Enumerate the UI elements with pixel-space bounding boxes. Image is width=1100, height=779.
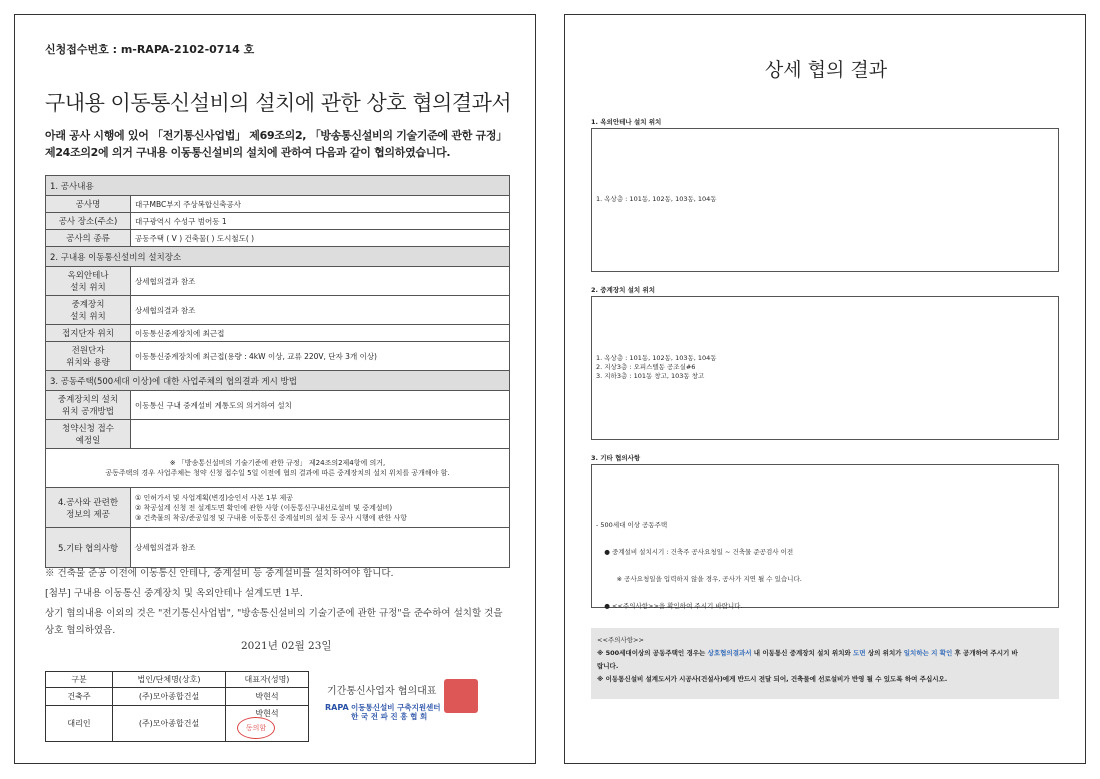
disclosure-note <box>46 449 510 488</box>
row-label: 5.기타 협의사항 <box>46 528 131 568</box>
box-line: ● 중계설비 설치시기 : 건축주 공사요청일 ~ 건축물 준공검사 이전 <box>596 548 794 556</box>
box-line: - 500세대 이상 공동주택 <box>596 521 668 529</box>
section-header: 3. 공동주택(500세대 이상)에 대한 사업주체의 협의결과 게시 방법 <box>46 371 510 391</box>
row-label <box>46 342 131 371</box>
box-line: 2. 지상3층 : 오피스텔동 공조실#6 <box>596 363 696 371</box>
notice-text: ※ 500세대이상의 공동주택인 경우는 <box>597 649 708 657</box>
consent-seal: 동의함 <box>237 717 275 739</box>
box-line: ※ 공사요청일을 입력하지 않을 경우, 공사가 지연 될 수 있습니다. <box>596 575 802 583</box>
table-row <box>46 213 510 230</box>
section-header: 2. 구내용 이동통신설비의 설치장소 <box>46 247 510 267</box>
row-label: 공사의 종류 <box>46 230 131 247</box>
notice-text: 후 공개하여 주시기 바 <box>952 649 1018 657</box>
sign-role: 건축주 <box>46 688 113 706</box>
box-line: 1. 옥상층 : 101동, 102동, 103동, 104동 <box>596 195 717 203</box>
notice-highlight: 상호협의결과서 <box>707 649 752 657</box>
detail-title: 상세 협의 결과 <box>764 59 888 81</box>
agreement-date: 2021년 02월 23일 <box>241 640 332 652</box>
caution-notice <box>591 628 1059 699</box>
sign-role: 대리인 <box>46 706 113 742</box>
row-label <box>46 420 131 449</box>
notice-title: <<주의사항>> <box>597 636 644 644</box>
table-row <box>46 196 510 213</box>
label-line: 위치와 용량 <box>66 358 110 368</box>
table-row <box>46 342 510 371</box>
agency-name <box>351 703 441 721</box>
row-value: 상세협의결과 참조 <box>131 296 510 325</box>
label-line: 설치 위치 <box>70 283 106 293</box>
notice-text: 상의 위치가 <box>865 649 904 657</box>
intro-line: 제24조의2에 의거 구내용 이동통신설비의 설치에 관하여 다음과 같이 협의하였습니다. <box>45 146 451 159</box>
detail-page <box>564 14 1086 764</box>
agreement-page <box>14 14 536 764</box>
label-line: 전원단자 <box>71 346 105 356</box>
box-line: 1. 옥상층 : 101동, 102동, 103동, 104동 <box>596 354 717 362</box>
section-header: 1. 공사내용 <box>46 176 510 196</box>
notice-line: ※ 이동통신설비 설계도서가 시공사(건설사)에게 반드시 전달 되어, 건축물에 선로설비가 반영 될 수 있도록 하여 주십시오. <box>597 675 948 683</box>
row-label <box>46 488 131 528</box>
label-line: 설치 위치 <box>70 312 106 322</box>
rapa-logo: RAPA <box>325 703 349 712</box>
box-line: 3. 지하3층 : 101동 창고, 103동 창고 <box>596 372 705 380</box>
table-row <box>46 296 510 325</box>
sign-org: (주)모아종합건설 <box>113 688 226 706</box>
sign-header: 법인/단체명(상호) <box>113 672 226 688</box>
sign-rep: 박현석 <box>226 706 309 742</box>
table-row <box>46 391 510 420</box>
section-header: 2. 중계장치 설치 위치 <box>591 286 656 294</box>
footnote-line: 상호 협의하였음. <box>45 625 116 636</box>
table-row <box>46 325 510 342</box>
row-label: 공사명 <box>46 196 131 213</box>
attachment-note: [첨부] 구내용 이동통신 중계장치 및 옥외안테나 설계도면 1부. <box>45 588 303 599</box>
intro-line: 아래 공사 시행에 있어 「전기통신사업법」 제69조의2, 「방송통신설비의 기술기준에 관한 규정」 <box>45 129 507 142</box>
label-line: 위치 공개방법 <box>62 407 114 417</box>
row-label <box>46 391 131 420</box>
row-value: 대구광역시 수성구 범어동 1 <box>131 213 510 230</box>
row-label <box>46 296 131 325</box>
row-value <box>131 488 510 528</box>
sign-header: 대표자(성명) <box>226 672 309 688</box>
sign-org: (주)모아종합건설 <box>113 706 226 742</box>
sign-header: 구분 <box>46 672 113 688</box>
sign-rep: 박현석 <box>226 688 309 706</box>
row-label: 접지단자 위치 <box>46 325 131 342</box>
row-value: 이동통신중계장치에 최근접(용량 : 4kW 이상, 교류 220V, 단자 3개 이상) <box>131 342 510 371</box>
footnote: ※ 건축물 준공 이전에 이동통신 안테나, 중계설비 등 중계설비를 설치하여야 합니다. <box>45 568 394 579</box>
label-line: 옥외안테나 <box>67 271 109 281</box>
agency-name-line: 이동통신설비 구축지원센터 <box>351 703 441 712</box>
row-value: 이동통신 구내 중계설비 계통도의 의거하여 설치 <box>131 391 510 420</box>
label-line: 중계장치 <box>71 300 105 310</box>
table-row <box>46 488 510 528</box>
table-row <box>46 528 510 568</box>
row-value <box>131 420 510 449</box>
official-stamp <box>444 679 478 713</box>
section-header: 3. 기타 협의사항 <box>591 454 641 462</box>
box-lines <box>596 354 717 381</box>
repeater-location-box <box>591 296 1059 440</box>
agency-title: 기간통신사업자 협의대표 <box>327 686 437 697</box>
info-item: ① 인허가서 및 사업계획(변경)승인서 사본 1부 제공 <box>135 493 294 502</box>
footnote <box>45 605 515 639</box>
label-line: 중계장치의 설치 <box>57 395 119 405</box>
section-header: 1. 옥외안테나 설치 위치 <box>591 118 662 126</box>
intro-text <box>45 127 515 161</box>
row-value: 대구MBC부지 주상복합신축공사 <box>131 196 510 213</box>
footnote-line: 상기 협의내용 이외의 것은 "전기통신사업법", "방송통신설비의 기술기준에 관한 규정"을 준수하여 설치할 것을 <box>45 608 503 619</box>
row-value: 공동주택 ( V ) 건축물( ) 도시철도( ) <box>131 230 510 247</box>
document-title: 구내용 이동통신설비의 설치에 관한 상호 협의결과서 <box>45 91 512 115</box>
label-line: 청약신청 접수 <box>62 424 114 434</box>
notice-highlight: 도면 <box>853 649 866 657</box>
row-value: 이동통신중계장치에 최근접 <box>131 325 510 342</box>
info-item: ③ 건축물의 착공/준공일정 및 구내용 이동통신 중계설비의 설치 등 공사 시행에 관한 사항 <box>135 513 408 522</box>
table-row <box>46 267 510 296</box>
notice-highlight: 일치하는 지 확인 <box>903 649 953 657</box>
other-matters-box <box>591 464 1059 608</box>
agreement-table <box>45 175 510 568</box>
notice-line <box>597 647 1053 660</box>
row-value: 상세협의결과 참조 <box>131 528 510 568</box>
label-line: 예정일 <box>75 436 101 446</box>
label-line: 정보의 제공 <box>66 509 110 520</box>
row-label: 공사 장소(주소) <box>46 213 131 230</box>
box-line: ● <<주의사항>>을 확인하여 주시기 바랍니다. <box>596 602 743 610</box>
row-value: 상세협의결과 참조 <box>131 267 510 296</box>
antenna-location-box <box>591 128 1059 272</box>
info-item: ② 착공설계 신청 전 설계도면 확인에 관한 사항 (이동통신구내선로설비 및 중계설비) <box>135 503 393 512</box>
label-line: 4.공사와 관련한 <box>57 497 119 508</box>
notice-line: 랍니다. <box>597 662 619 670</box>
note-line: 공동주택의 경우 사업주체는 청약 신청 접수일 5일 이전에 협의 결과에 따른 중계장치의 설치 위치를 공개해야 함. <box>105 469 450 477</box>
notice-text: 내 이동통신 중계장치 설치 위치와 <box>751 649 854 657</box>
agency-name-line: 한 국 전 파 진 흥 협 회 <box>351 712 428 721</box>
note-line: ※ 「방송통신설비의 기술기준에 관한 규정」 제24조의2제4항에 의거, <box>169 459 386 467</box>
row-label <box>46 267 131 296</box>
table-row <box>46 420 510 449</box>
application-number: 신청접수번호 : m-RAPA-2102-0714 호 <box>45 43 255 56</box>
table-row <box>46 230 510 247</box>
